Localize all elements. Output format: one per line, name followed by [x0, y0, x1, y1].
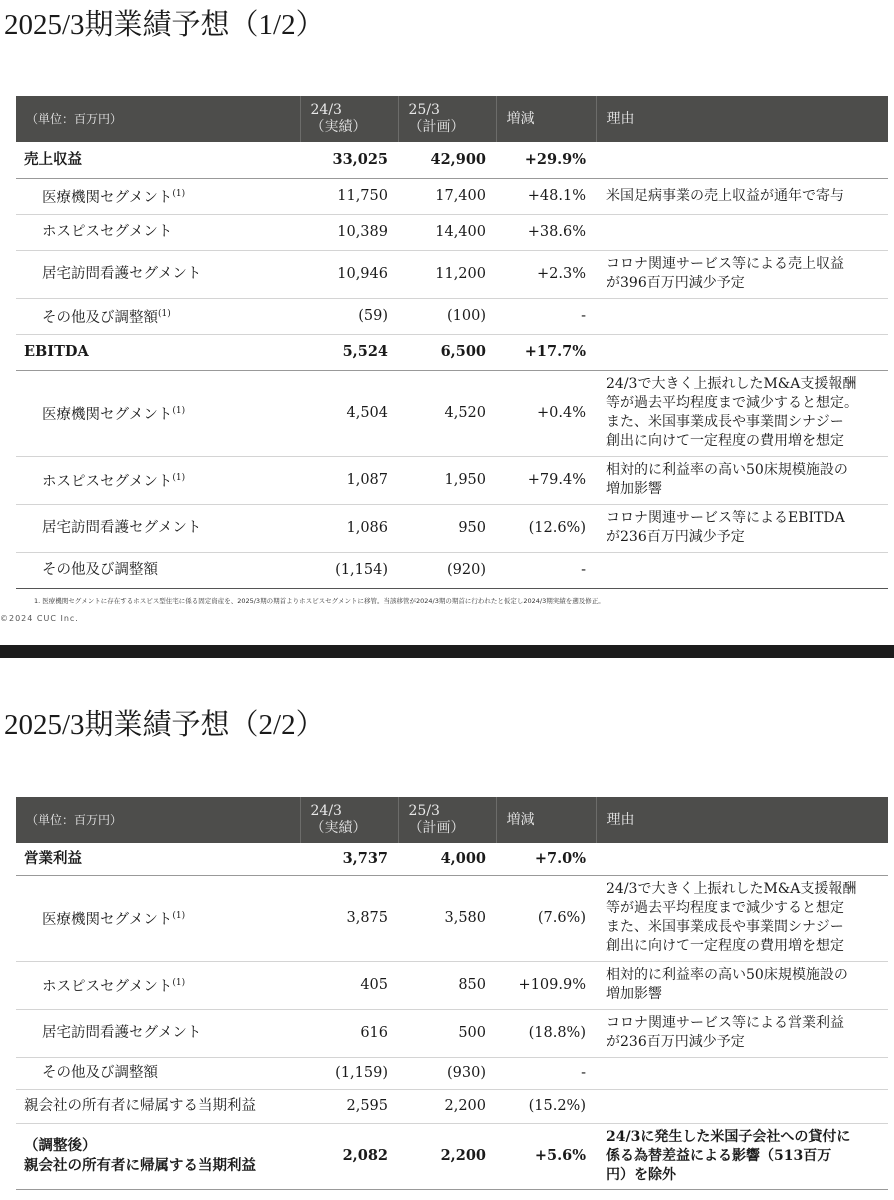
change-value: +2.3%	[496, 250, 596, 298]
value-24-3: 1,086	[300, 504, 398, 552]
value-24-3: 10,389	[300, 214, 398, 250]
table-header-row	[16, 96, 888, 142]
col-25-3-header: 25/3 （計画）	[398, 797, 496, 843]
reason-text	[596, 214, 888, 250]
change-value: +7.0%	[496, 843, 596, 875]
row-label: ホスピスセグメント$^{(1)}$	[16, 961, 300, 1009]
value-25-3: (930)	[398, 1057, 496, 1089]
reason-text	[596, 1057, 888, 1089]
change-value: -	[496, 298, 596, 334]
table-row	[16, 142, 888, 178]
row-label: ホスピスセグメント$^{(1)}$	[16, 456, 300, 504]
table-row	[16, 1009, 888, 1057]
reason-text: コロナ関連サービス等による売上収益 が396百万円減少予定	[596, 250, 888, 298]
value-25-3: 4,000	[398, 843, 496, 875]
value-25-3: 2,200	[398, 1089, 496, 1123]
value-24-3: 11,750	[300, 178, 398, 214]
value-24-3: 1,087	[300, 456, 398, 504]
row-label: その他及び調整額	[16, 1057, 300, 1089]
forecast-table-1	[16, 96, 888, 589]
value-25-3: (920)	[398, 552, 496, 588]
change-value: -	[496, 1057, 596, 1089]
value-24-3: 3,737	[300, 843, 398, 875]
col-25-3-header: 25/3 （計画）	[398, 96, 496, 142]
row-label: 親会社の所有者に帰属する当期利益	[16, 1089, 300, 1123]
change-value: (18.8%)	[496, 1009, 596, 1057]
change-value: +79.4%	[496, 456, 596, 504]
value-25-3: 6,500	[398, 334, 496, 370]
row-label: その他及び調整額	[16, 552, 300, 588]
reason-text	[596, 552, 888, 588]
col-24-3-header: 24/3 （実績）	[300, 797, 398, 843]
page-title: 2025/3期業績予想（1/2）	[4, 9, 325, 41]
row-label: EBITDA	[16, 334, 300, 370]
value-25-3: 1,950	[398, 456, 496, 504]
change-header: 増減	[496, 797, 596, 843]
forecast-table-2	[16, 797, 888, 1190]
change-value: +17.7%	[496, 334, 596, 370]
change-value: (12.6%)	[496, 504, 596, 552]
table-row	[16, 250, 888, 298]
row-label: ホスピスセグメント	[16, 214, 300, 250]
table-row	[16, 961, 888, 1009]
row-label: 居宅訪問看護セグメント	[16, 504, 300, 552]
value-24-3: 4,504	[300, 370, 398, 456]
unit-header: （単位：百万円）	[16, 797, 300, 843]
table-row	[16, 1123, 888, 1189]
reason-text: 相対的に利益率の高い50床規模施設の 増加影響	[596, 456, 888, 504]
row-label: 医療機関セグメント$^{(1)}$	[16, 875, 300, 961]
footnote-marker: (1)	[172, 978, 186, 988]
footnote: 1. 医療機関セグメントに存在するホスピス型住宅に係る固定資産を、2025/3期の期首よりホスピスセグメントに移管。当該移管が2024/3期の期首に行われたと仮定し2024/3期実績を遡及修正。	[34, 597, 605, 605]
table-row	[16, 370, 888, 456]
row-label: その他及び調整額$^{(1)}$	[16, 298, 300, 334]
change-header: 増減	[496, 96, 596, 142]
change-value: (7.6%)	[496, 875, 596, 961]
reason-text	[596, 334, 888, 370]
unit-header: （単位：百万円）	[16, 96, 300, 142]
reason-text: 24/3で大きく上振れしたM&A支援報酬 等が過去平均程度まで減少すると想定 また、米国事業成長や事業間シナジー 創出に向けて一定程度の費用増を想定	[596, 875, 888, 961]
row-label: 売上収益	[16, 142, 300, 178]
col-24-3-header: 24/3 （実績）	[300, 96, 398, 142]
reason-header: 理由	[596, 797, 888, 843]
table-row	[16, 178, 888, 214]
value-24-3: (59)	[300, 298, 398, 334]
change-value: +0.4%	[496, 370, 596, 456]
value-24-3: 5,524	[300, 334, 398, 370]
change-value: +5.6%	[496, 1123, 596, 1189]
change-value: +38.6%	[496, 214, 596, 250]
value-24-3: 2,595	[300, 1089, 398, 1123]
value-24-3: (1,154)	[300, 552, 398, 588]
footnote-marker: (1)	[172, 473, 186, 483]
row-label: 居宅訪問看護セグメント	[16, 250, 300, 298]
value-24-3: 2,082	[300, 1123, 398, 1189]
footnote-marker: (1)	[172, 911, 186, 921]
value-25-3: 850	[398, 961, 496, 1009]
change-value: +29.9%	[496, 142, 596, 178]
table-row	[16, 875, 888, 961]
value-24-3: 10,946	[300, 250, 398, 298]
footnote-marker: (1)	[172, 406, 186, 416]
change-value: +48.1%	[496, 178, 596, 214]
reason-text: コロナ関連サービス等による営業利益 が236百万円減少予定	[596, 1009, 888, 1057]
row-label: （調整後） 親会社の所有者に帰属する当期利益	[16, 1123, 300, 1189]
change-value: +109.9%	[496, 961, 596, 1009]
table-row	[16, 552, 888, 588]
reason-header: 理由	[596, 96, 888, 142]
value-25-3: 950	[398, 504, 496, 552]
table-row	[16, 1057, 888, 1089]
reason-text: 米国足病事業の売上収益が通年で寄与	[596, 178, 888, 214]
reason-text: 24/3に発生した米国子会社への貸付に 係る為替差益による影響（513百万 円）を除外	[596, 1123, 888, 1189]
row-label: 営業利益	[16, 843, 300, 875]
reason-text: 24/3で大きく上振れしたM&A支援報酬 等が過去平均程度まで減少すると想定。 また、米国事業成長や事業間シナジー 創出に向けて一定程度の費用増を想定	[596, 370, 888, 456]
value-24-3: (1,159)	[300, 1057, 398, 1089]
table-row	[16, 214, 888, 250]
table-row	[16, 1089, 888, 1123]
reason-text: コロナ関連サービス等によるEBITDA が236百万円減少予定	[596, 504, 888, 552]
reason-text	[596, 142, 888, 178]
value-25-3: 4,520	[398, 370, 496, 456]
row-label: 居宅訪問看護セグメント	[16, 1009, 300, 1057]
row-label: 医療機関セグメント$^{(1)}$	[16, 178, 300, 214]
reason-text: 相対的に利益率の高い50床規模施設の 増加影響	[596, 961, 888, 1009]
value-25-3: 2,200	[398, 1123, 496, 1189]
footnote-marker: (1)	[158, 309, 171, 319]
row-label: 医療機関セグメント$^{(1)}$	[16, 370, 300, 456]
value-25-3: 42,900	[398, 142, 496, 178]
value-24-3: 33,025	[300, 142, 398, 178]
page-title-2: 2025/3期業績予想（2/2）	[4, 709, 325, 741]
value-25-3: 17,400	[398, 178, 496, 214]
table-row	[16, 298, 888, 334]
value-24-3: 3,875	[300, 875, 398, 961]
value-25-3: 3,580	[398, 875, 496, 961]
footnote-marker: (1)	[172, 189, 186, 199]
table-row	[16, 843, 888, 875]
slide-divider	[0, 645, 894, 658]
change-value: -	[496, 552, 596, 588]
value-25-3: 500	[398, 1009, 496, 1057]
value-24-3: 405	[300, 961, 398, 1009]
table-row	[16, 334, 888, 370]
change-value: (15.2%)	[496, 1089, 596, 1123]
value-25-3: 11,200	[398, 250, 496, 298]
copyright: ©2024 CUC Inc.	[0, 614, 79, 623]
table-row	[16, 456, 888, 504]
table-row	[16, 504, 888, 552]
reason-text	[596, 1089, 888, 1123]
reason-text	[596, 843, 888, 875]
reason-text	[596, 298, 888, 334]
table-header-row	[16, 797, 888, 843]
value-25-3: (100)	[398, 298, 496, 334]
value-25-3: 14,400	[398, 214, 496, 250]
value-24-3: 616	[300, 1009, 398, 1057]
